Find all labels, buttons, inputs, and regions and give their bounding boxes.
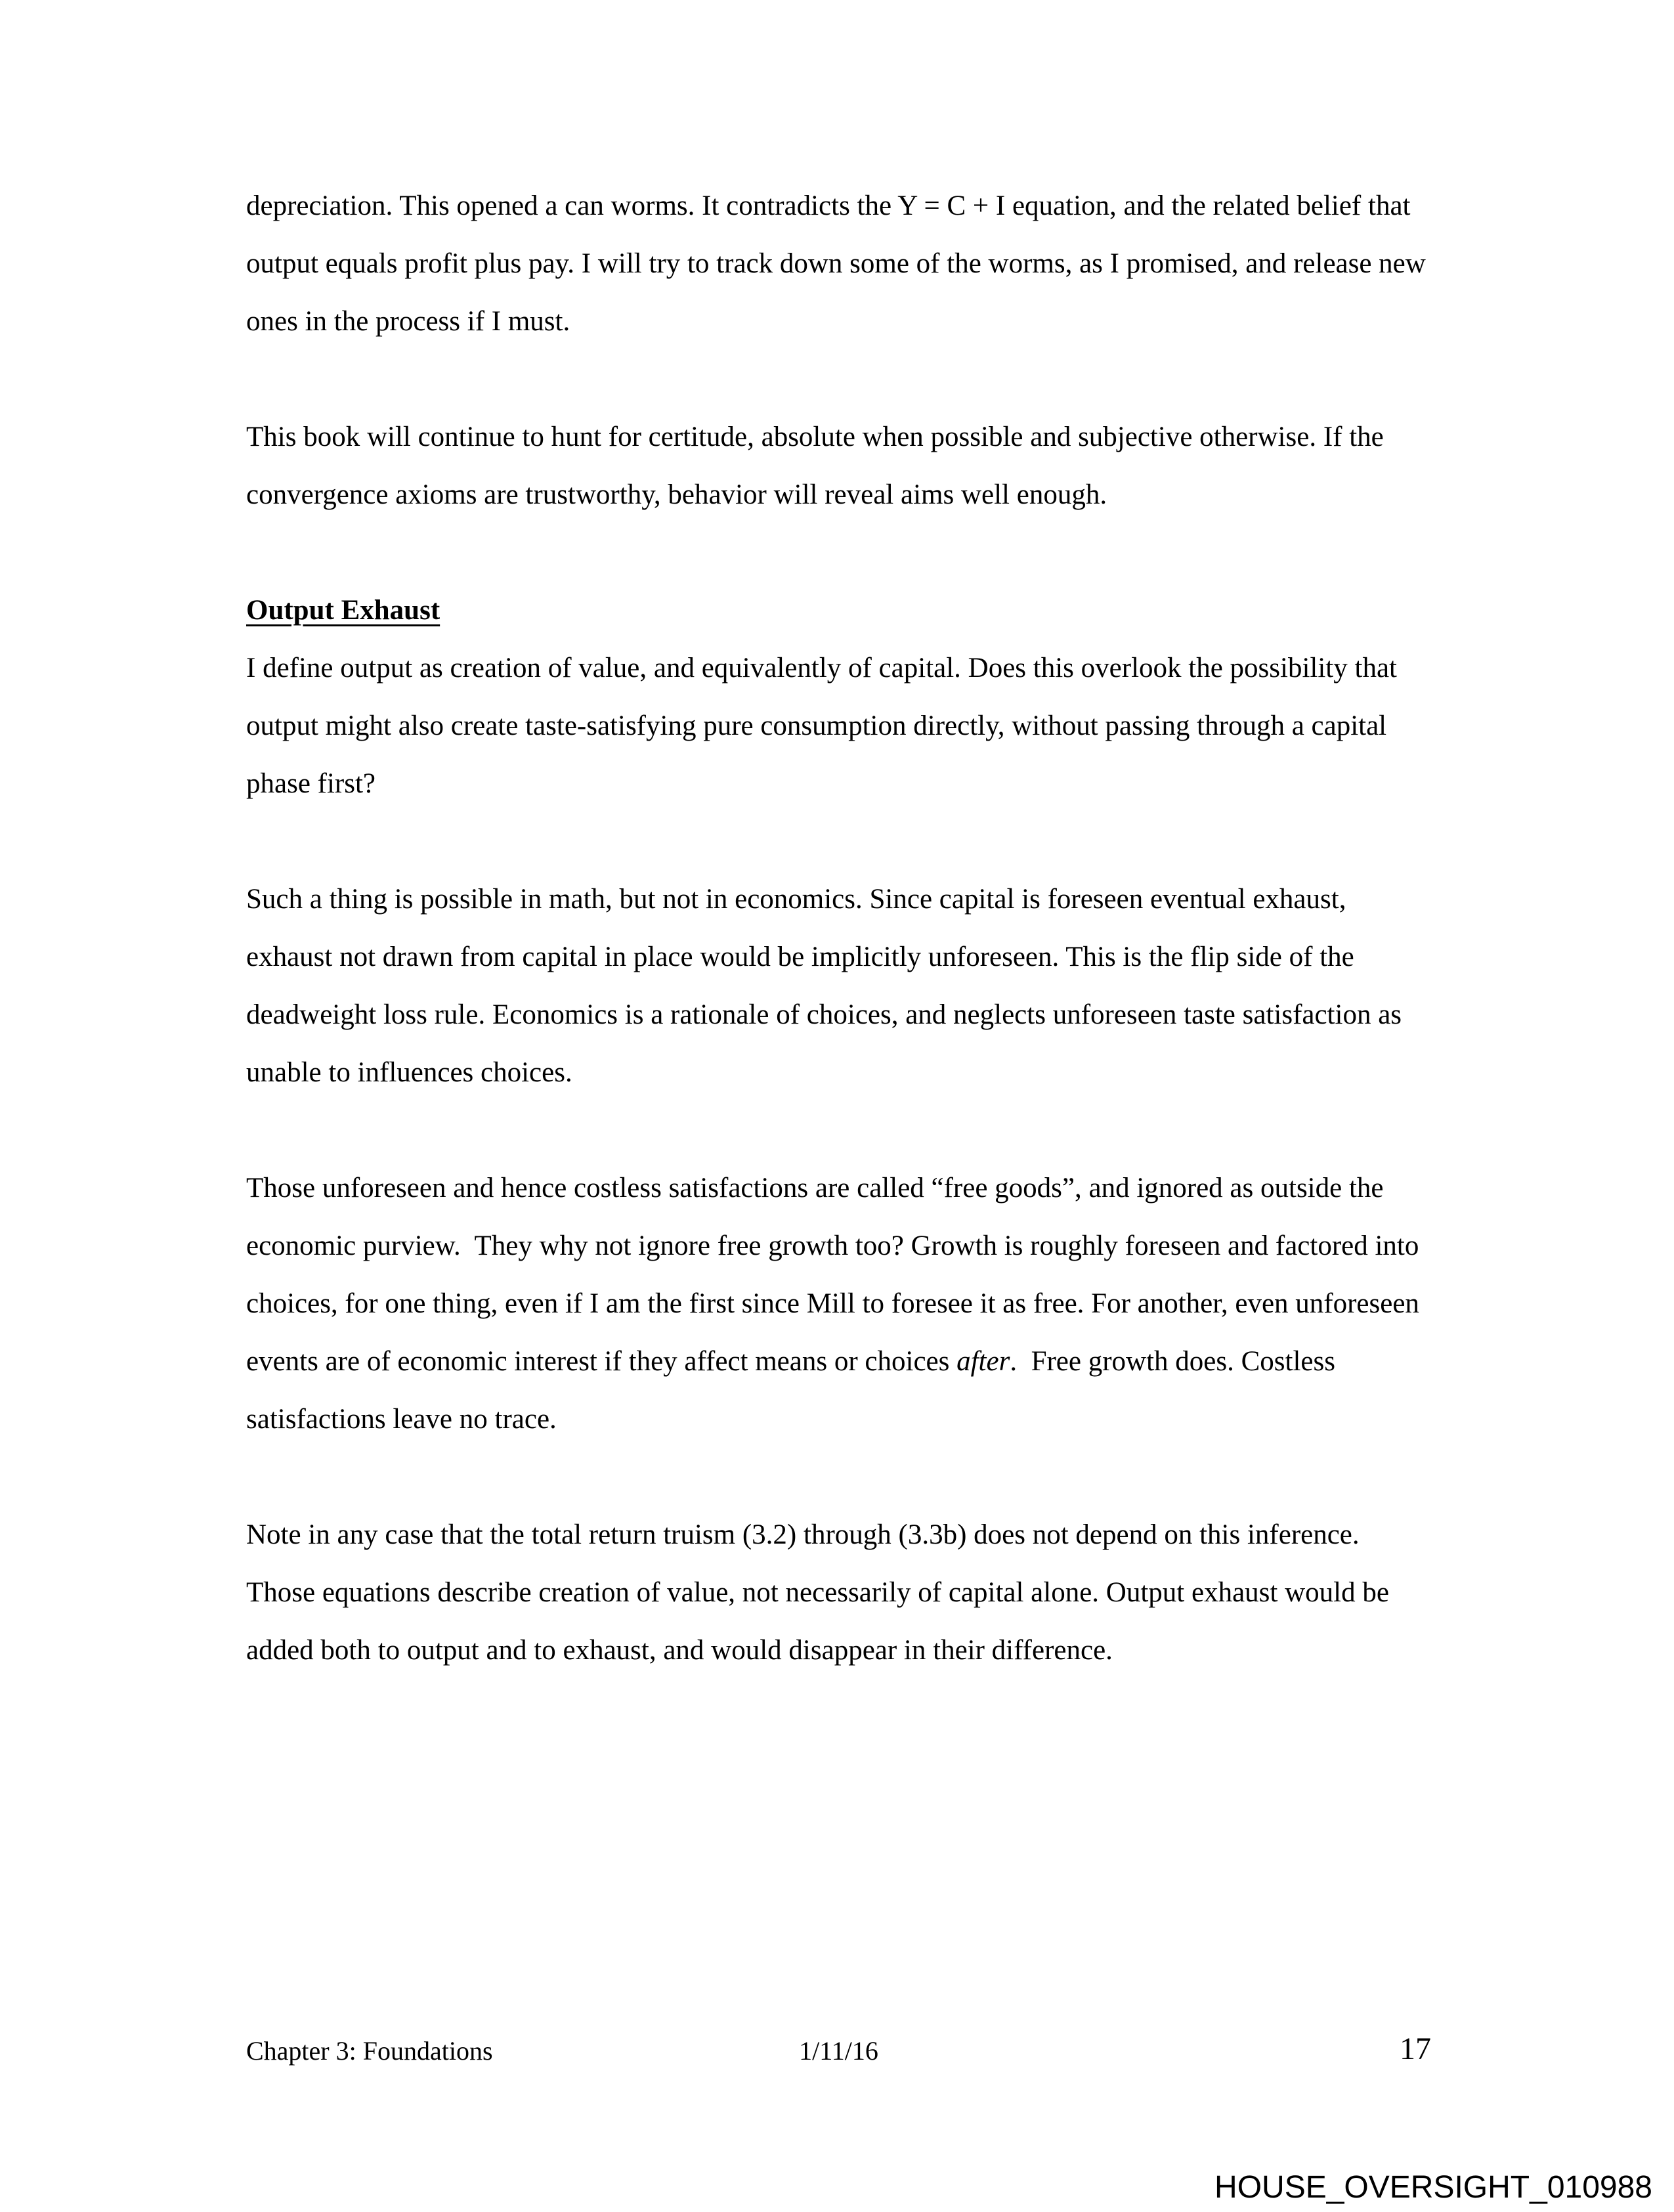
- paragraph-3: I define output as creation of value, and equivalently of capital. Does this overlook the possibility that output might also create taste-satisfying pure consumption directly, without passing through a capital phase first?: [246, 653, 1397, 799]
- paragraph-6: Note in any case that the total return truism (3.2) through (3.3b) does not depend on this inference. Those equations describe creation of value, not necessarily of capital alone. Output exhaust would be added both to output and to exhaust, and would disappear in their difference.: [246, 1519, 1389, 1666]
- paragraph-1: depreciation. This opened a can worms. It contradicts the Y = C + I equation, and the related belief that output equals profit plus pay. I will try to track down some of the worms, as I promised, and release new ones in the process if I must.: [246, 190, 1426, 337]
- paragraph-5-text-after: . Free growth does. Costless satisfactions leave no trace.: [246, 1346, 1335, 1435]
- section-heading-output-exhaust: Output Exhaust: [246, 595, 440, 626]
- footer-chapter-label: Chapter 3: Foundations: [246, 2036, 493, 2066]
- italic-word-after: after: [956, 1346, 1010, 1377]
- page-footer: [246, 2031, 1431, 2075]
- bates-stamp: HOUSE_OVERSIGHT_010988: [1214, 2170, 1652, 2205]
- footer-date: 1/11/16: [799, 2036, 878, 2066]
- paragraph-5-text-before: Those unforeseen and hence costless satisfactions are called “free goods”, and ignored as outside the economic purview. They why not ignore free growth too? Growth is roughly foreseen and factored into choices, for one thing, even if I am the first since Mill to foresee it as free. For another, even unforeseen events are of economic interest if they affect means or choices: [246, 1173, 1419, 1377]
- paragraph-2: This book will continue to hunt for certitude, absolute when possible and subjective otherwise. If the convergence axioms are trustworthy, behavior will reveal aims well enough.: [246, 422, 1384, 510]
- paragraph-4: Such a thing is possible in math, but not in economics. Since capital is foreseen eventual exhaust, exhaust not drawn from capital in place would be implicitly unforeseen. This is the flip side of the deadweight loss rule. Economics is a rationale of choices, and neglects unforeseen taste satisfaction as unable to influences choices.: [246, 884, 1402, 1088]
- paragraph-5: [246, 1160, 1431, 1448]
- document-body: [246, 177, 1431, 1737]
- footer-page-number: 17: [1400, 2031, 1431, 2066]
